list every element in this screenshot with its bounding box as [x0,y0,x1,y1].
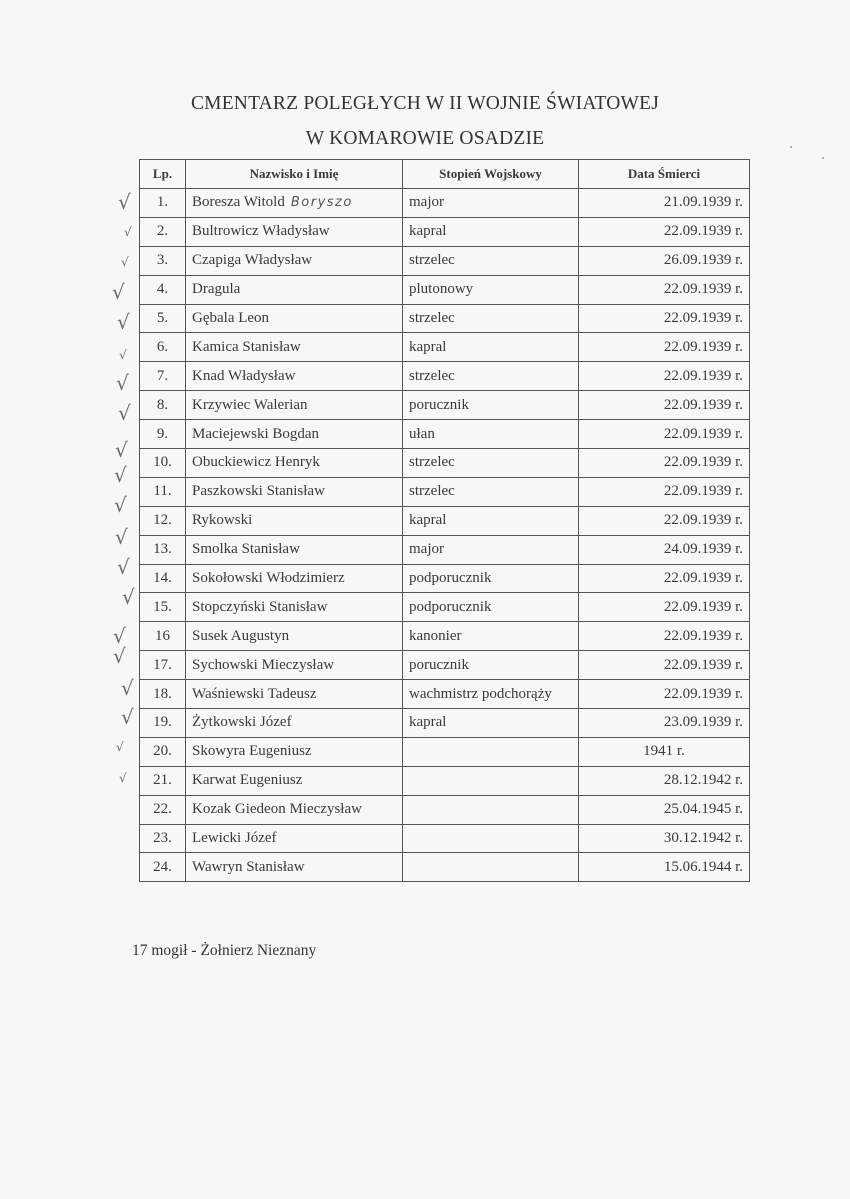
row-date: 22.09.1939 r. [579,362,750,391]
row-rank: major [403,189,579,218]
document-subtitle: W KOMAROWIE OSADZIE [305,128,545,149]
table-header-row [140,160,750,189]
row-number: 19. [140,709,186,738]
row-rank: major [403,535,579,564]
row-date: 22.09.1939 r. [579,449,750,478]
row-rank: strzelec [403,362,579,391]
row-name: Czapiga Władysław [186,246,403,275]
row-rank: strzelec [403,449,579,478]
table-row [140,680,750,709]
row-number: 22. [140,795,186,824]
table-row [140,506,750,535]
row-name: Waśniewski Tadeusz [186,680,403,709]
row-rank: kanonier [403,622,579,651]
row-number: 3. [140,246,186,275]
row-date: 24.09.1939 r. [579,535,750,564]
row-name: Stopczyński Stanisław [186,593,403,622]
scan-speck [790,146,792,148]
row-number: 6. [140,333,186,362]
column-header-date: Data Śmierci [579,160,750,189]
row-date: 22.09.1939 r. [579,477,750,506]
row-number: 12. [140,506,186,535]
row-rank: plutonowy [403,275,579,304]
table-row [140,217,750,246]
row-number: 23. [140,824,186,853]
row-name: Gębala Leon [186,304,403,333]
check-mark-icon: √ [124,225,132,239]
row-date: 22.09.1939 r. [579,622,750,651]
row-name: Maciejewski Bogdan [186,420,403,449]
row-number: 1. [140,189,186,218]
row-number: 13. [140,535,186,564]
row-number: 8. [140,391,186,420]
check-mark-icon: √ [114,493,127,517]
row-number: 24. [140,853,186,882]
check-mark-icon: √ [112,280,125,304]
row-rank: wachmistrz podchorąży [403,680,579,709]
table-row [140,709,750,738]
table-row [140,535,750,564]
row-name: Susek Augustyn [186,622,403,651]
row-date: 22.09.1939 r. [579,275,750,304]
row-date: 22.09.1939 r. [579,680,750,709]
check-mark-icon: √ [118,401,131,425]
table-row [140,304,750,333]
row-number: 17. [140,651,186,680]
check-mark-icon: √ [113,644,126,668]
row-date: 26.09.1939 r. [579,246,750,275]
handwritten-note: Boryszo [290,195,353,211]
row-date: 22.09.1939 r. [579,506,750,535]
row-date: 22.09.1939 r. [579,217,750,246]
scan-speck [822,157,824,159]
row-name: Sychowski Mieczysław [186,651,403,680]
check-mark-icon: √ [121,705,134,729]
table-row [140,333,750,362]
row-date: 22.09.1939 r. [579,564,750,593]
row-rank: strzelec [403,304,579,333]
row-name: Karwat Eugeniusz [186,766,403,795]
table-row [140,564,750,593]
row-rank: kapral [403,506,579,535]
row-number: 11. [140,477,186,506]
row-number: 18. [140,680,186,709]
row-date: 22.09.1939 r. [579,304,750,333]
check-mark-icon: √ [119,771,127,785]
row-number: 5. [140,304,186,333]
column-header-rank: Stopień Wojskowy [403,160,579,189]
row-name: Dragula [186,275,403,304]
table-row [140,449,750,478]
row-name: Lewicki Józef [186,824,403,853]
row-date: 15.06.1944 r. [579,853,750,882]
row-rank: kapral [403,709,579,738]
row-rank [403,853,579,882]
row-name: Sokołowski Włodzimierz [186,564,403,593]
row-name: Wawryn Stanisław [186,853,403,882]
table-row [140,362,750,391]
row-date: 21.09.1939 r. [579,189,750,218]
check-mark-icon: √ [116,371,129,395]
table-row [140,737,750,766]
row-number: 4. [140,275,186,304]
row-name: Kamica Stanisław [186,333,403,362]
row-name: Bultrowicz Władysław [186,217,403,246]
row-date: 1941 r. [579,737,750,766]
column-header-name: Nazwisko i Imię [186,160,403,189]
row-date: 25.04.1945 r. [579,795,750,824]
row-date: 23.09.1939 r. [579,709,750,738]
check-mark-icon: √ [116,740,124,754]
table-row [140,853,750,882]
row-number: 15. [140,593,186,622]
row-name: Skowyra Eugeniusz [186,737,403,766]
row-name: Krzywiec Walerian [186,391,403,420]
row-rank: kapral [403,333,579,362]
row-rank: podporucznik [403,564,579,593]
table-row [140,766,750,795]
check-mark-icon: √ [113,624,126,648]
table-row [140,275,750,304]
row-rank: porucznik [403,391,579,420]
row-date: 22.09.1939 r. [579,420,750,449]
row-name: Knad Władysław [186,362,403,391]
row-name: Boresza Witold Boryszo [186,189,403,218]
check-mark-icon: √ [122,585,135,609]
table-row [140,189,750,218]
table-row [140,795,750,824]
row-date: 22.09.1939 r. [579,593,750,622]
row-date: 30.12.1942 r. [579,824,750,853]
check-mark-icon: √ [121,676,134,700]
row-date: 28.12.1942 r. [579,766,750,795]
table-row [140,477,750,506]
row-date: 22.09.1939 r. [579,391,750,420]
row-rank [403,737,579,766]
row-rank: porucznik [403,651,579,680]
row-rank [403,795,579,824]
check-mark-icon: √ [119,348,127,362]
table-row [140,420,750,449]
row-rank: kapral [403,217,579,246]
row-number: 16 [140,622,186,651]
check-mark-icon: √ [121,255,129,269]
row-rank: ułan [403,420,579,449]
row-date: 22.09.1939 r. [579,333,750,362]
row-rank [403,824,579,853]
table-row [140,391,750,420]
burial-table [139,159,750,882]
row-number: 9. [140,420,186,449]
row-name: Kozak Giedeon Mieczysław [186,795,403,824]
check-mark-icon: √ [114,463,127,487]
check-mark-icon: √ [117,555,130,579]
table-row [140,246,750,275]
row-number: 14. [140,564,186,593]
document-title: CMENTARZ POLEGŁYCH W II WOJNIE ŚWIATOWEJ [190,93,660,114]
row-rank: podporucznik [403,593,579,622]
footer-note: 17 mogił - Żołnierz Nieznany [132,942,317,959]
row-name: Rykowski [186,506,403,535]
check-mark-icon: √ [115,525,128,549]
table-row [140,824,750,853]
row-name: Żytkowski Józef [186,709,403,738]
table-row [140,622,750,651]
row-rank: strzelec [403,246,579,275]
row-number: 21. [140,766,186,795]
column-header-lp: Lp. [140,160,186,189]
table-row [140,651,750,680]
row-rank: strzelec [403,477,579,506]
row-name: Smolka Stanisław [186,535,403,564]
row-number: 2. [140,217,186,246]
row-number: 7. [140,362,186,391]
row-number: 20. [140,737,186,766]
row-date: 22.09.1939 r. [579,651,750,680]
row-number: 10. [140,449,186,478]
check-mark-icon: √ [115,438,128,462]
row-name: Paszkowski Stanisław [186,477,403,506]
row-name: Obuckiewicz Henryk [186,449,403,478]
table-row [140,593,750,622]
check-mark-icon: √ [118,190,131,214]
row-rank [403,766,579,795]
check-mark-icon: √ [117,310,130,334]
